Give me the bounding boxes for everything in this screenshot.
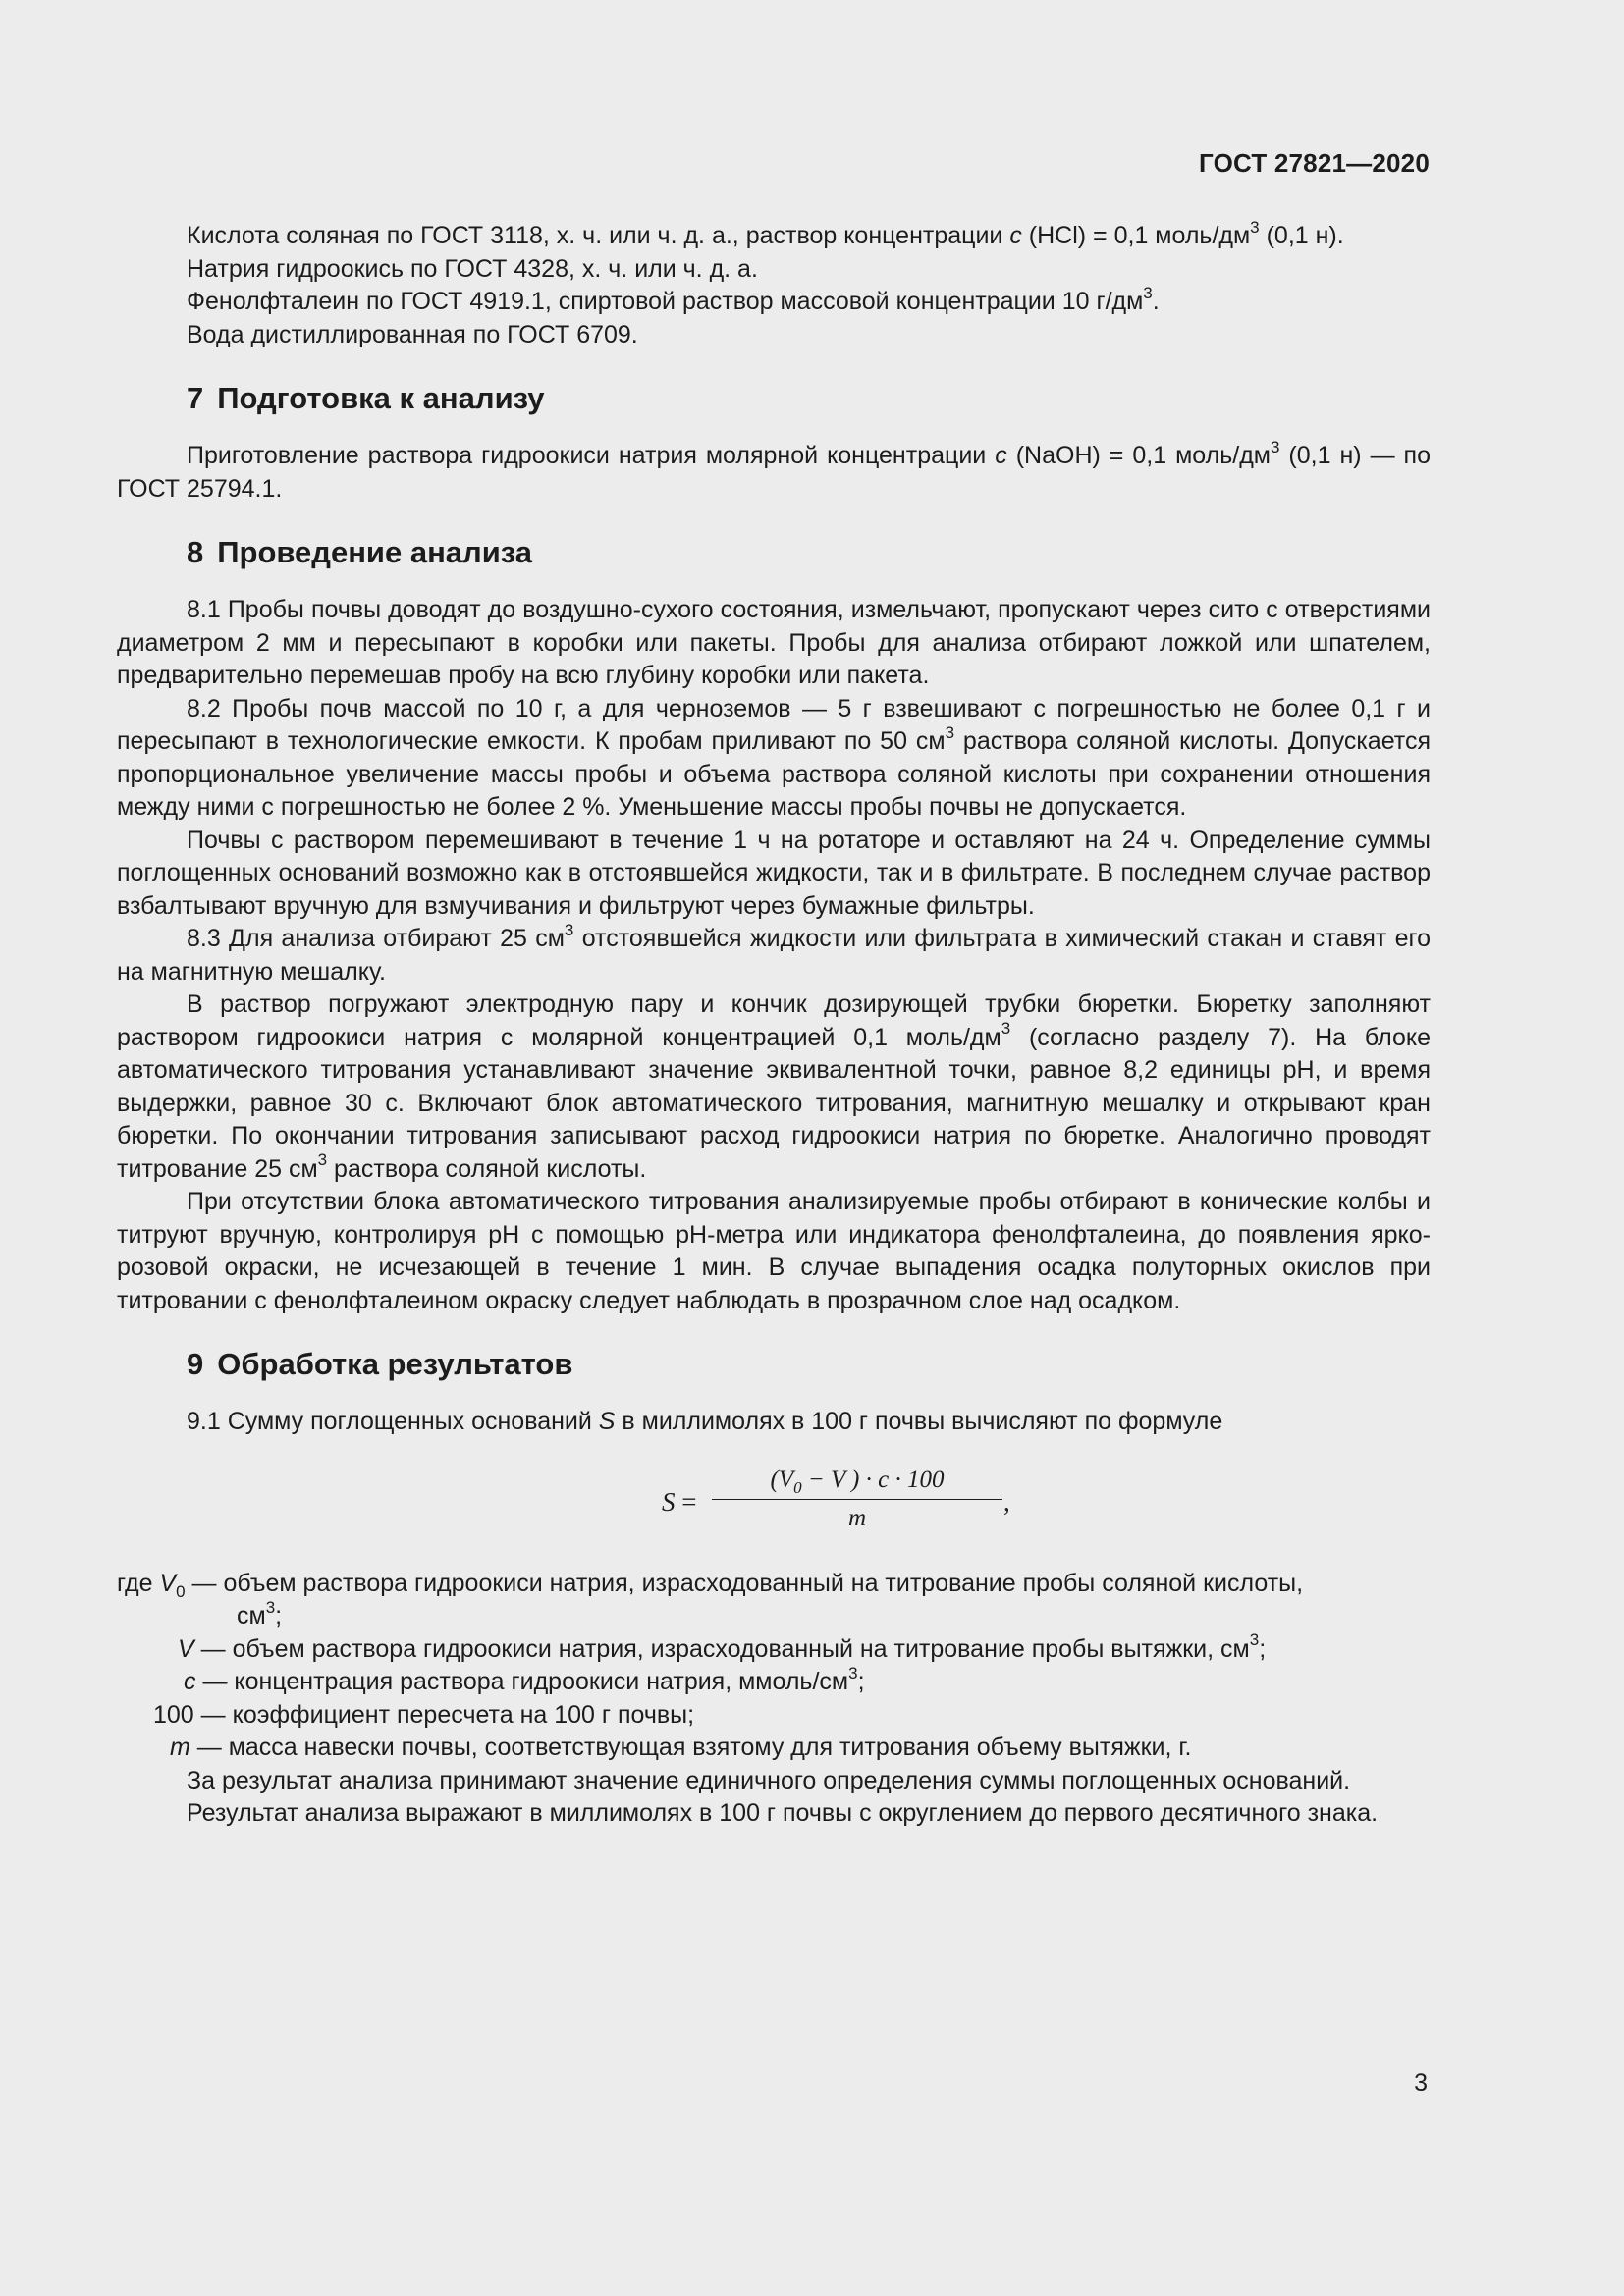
formula-denominator: m bbox=[847, 1504, 867, 1531]
definition-v0: где $V_0$ — объем раствора гидроокиси натрия, израсходованный на титрование пробы соляной кислоты, bbox=[117, 1569, 1304, 1601]
paragraph-8-3-manual: При отсутствии блока автоматического титрования анализируемые пробы отбирают в конические колбы и титруют вручную, контролируя pH с помощью pH-метра или индикатора фенолфталеина, до появления ярко-розовой окраски, не исчезающей в течение 1 мин. В случае выпадения осадка полуторных окислов при титровании с фенолфталеином окраску следует наблюдать в прозрачном слое над осадком. bbox=[117, 1188, 1431, 1314]
reagent-phenolphthalein: Фенолфталеин по ГОСТ 4919.1, спиртовой раствор массовой концентрации 10 $г/дм^3$. bbox=[187, 283, 1160, 315]
reagent-water: Вода дистиллированная по ГОСТ 6709. bbox=[187, 320, 638, 348]
reagent-naoh: Натрия гидроокись по ГОСТ 4328, х. ч. или ч. д. а. bbox=[187, 254, 758, 283]
document-body bbox=[117, 217, 1432, 1831]
formula-sum-of-bases bbox=[117, 1465, 1431, 1547]
definition-v0-cont: $см^3$; bbox=[237, 1597, 283, 1629]
definition-100: 100 — коэффициент пересчета на 100 г почвы; bbox=[153, 1700, 695, 1729]
section-7-paragraph: Приготовление раствора гидроокиси натрия молярной концентрации c (NaOH) = 0,1 моль/$дм^3$ (0,1 н) — по ГОСТ 25794.1. bbox=[117, 437, 1432, 503]
formula-comma: , bbox=[1003, 1486, 1010, 1517]
reagent-hcl: Кислота соляная по ГОСТ 3118, х. ч. или ч. д. а., раствор концентрации c (HCl) = 0,1 моль/$дм^3$ (0,1 н). bbox=[187, 217, 1344, 249]
page-number: 3 bbox=[1414, 2069, 1428, 2097]
definition-c: c — концентрация раствора гидроокиси натрия, ммоль/$см^3$; bbox=[184, 1663, 865, 1695]
formula-numerator: ($V_0 - V$ ) · c · 100 bbox=[712, 1465, 1002, 1500]
paragraph-9-1: 9.1 Сумму поглощенных оснований S в миллимолях в 100 г почвы вычисляют по формуле bbox=[187, 1408, 1223, 1435]
paragraph-8-3: 8.3 Для анализа отбирают 25 $см^3$ отстоявшейся жидкости или фильтрата в химический стакан и ставят его на магнитную мешалку. bbox=[117, 920, 1431, 986]
paragraph-8-1: 8.1 Пробы почвы доводят до воздушно-сухого состояния, измельчают, пропускают через сито с отверстиями диаметром 2 мм и пересыпают в коробки или пакеты. Пробы для анализа отбирают ложкой или шпателем, предварительно перемешав пробу на всю глубину коробки или пакета. bbox=[117, 596, 1431, 689]
paragraph-8-2: 8.2 Пробы почв массой по 10 г, а для черноземов — 5 г взвешивают с погрешностью не более 0,1 г и пересыпают в технологические емкости. К пробам приливают по 50 $см^3$ раствора соляной кислоты. Допускается пропорциональное увеличение массы пробы и объема раствора соляной кислоты при сохранении отношения между ними с погрешностью не более 2 %. Уменьшение массы пробы почвы не допускается. bbox=[117, 694, 1431, 821]
result-paragraph-2: Результат анализа выражают в миллимолях в 100 г почвы с округлением до первого десятичного знака. bbox=[187, 1799, 1379, 1827]
document-id-header: ГОСТ 27821—2020 bbox=[1199, 148, 1430, 178]
formula-fraction bbox=[712, 1465, 1002, 1537]
paragraph-8-2-cont: Почвы с раствором перемешивают в течение 1 ч на ротаторе и оставляют на 24 ч. Определение суммы поглощенных оснований возможно как в отстоявшейся жидкости, так и в фильтрате. В последнем случае раствор взбалтывают вручную для взмучивания и фильтруют через бумажные фильтры. bbox=[117, 826, 1431, 920]
formula-definitions bbox=[117, 1568, 1431, 1765]
definition-v: V — объем раствора гидроокиси натрия, израсходованный на титрование пробы вытяжки, $см^3$; bbox=[178, 1630, 1267, 1663]
section-9-heading: 9 Обработка результатов bbox=[187, 1347, 573, 1381]
formula-lhs: S = bbox=[662, 1486, 697, 1517]
paragraph-8-3-cont: В раствор погружают электродную пару и кончик дозирующей трубки бюретки. Бюретку заполняют раствором гидроокиси натрия с молярной концентрацией 0,1 моль/$дм^3$ (согласно разделу 7). На блоке автоматического титрования устанавливают значение эквивалентной точки, равное 8,2 единицы pH, и время выдержки, равное 30 с. Включают блок автоматического титрования, магнитную мешалку и открывают кран бюретки. По окончании титрования записывают расход гидроокиси натрия по бюретке. Аналогично проводят титрование 25 $см^3$ раствора соляной кислоты. bbox=[117, 990, 1431, 1183]
result-paragraph-1: За результат анализа принимают значение единичного определения суммы поглощенных оснований. bbox=[187, 1766, 1351, 1794]
section-7-heading: 7 Подготовка к анализу bbox=[187, 381, 545, 415]
definition-m: m — масса навески почвы, соответствующая взятому для титрования объему вытяжки, г. bbox=[170, 1734, 1192, 1761]
section-8-heading: 8 Проведение анализа bbox=[187, 535, 533, 569]
